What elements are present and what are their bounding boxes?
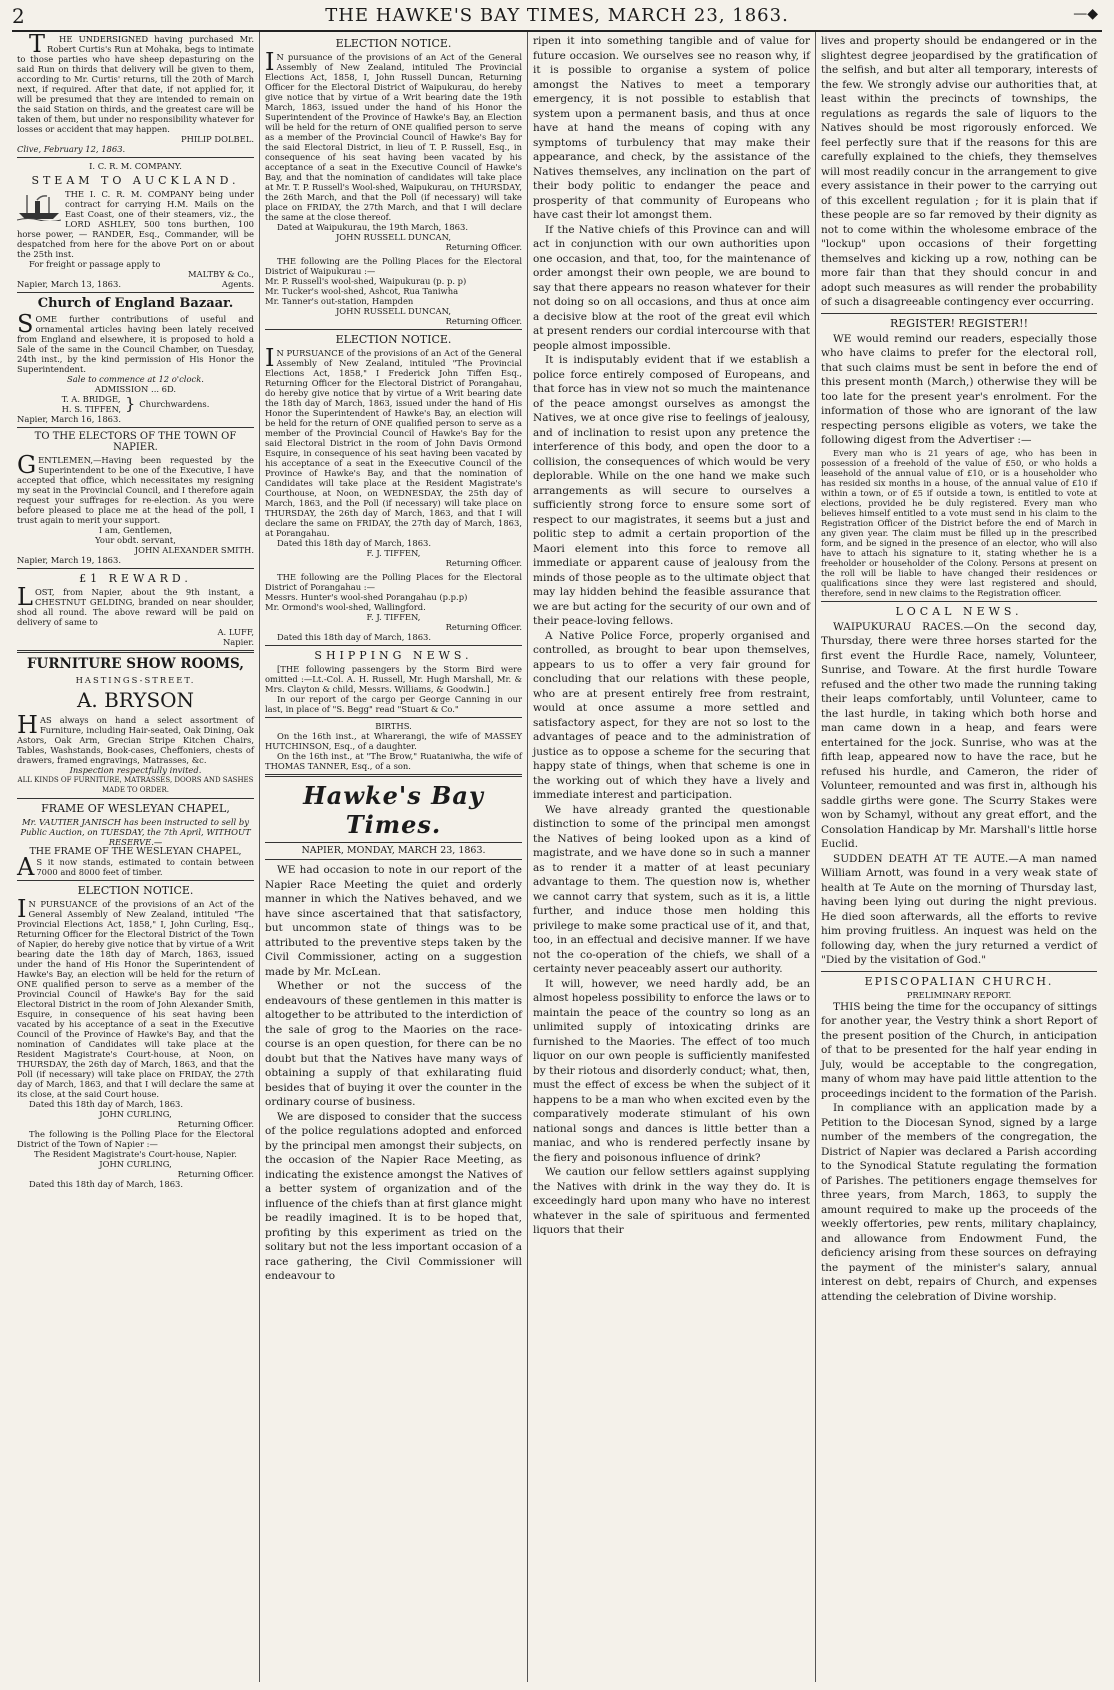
divider (265, 774, 522, 777)
electors-closing-2: Your obdt. servant, (95, 535, 176, 545)
election-office: Returning Officer. (177, 1119, 254, 1129)
divider (17, 292, 254, 293)
election-signature-2: JOHN CURLING, (99, 1159, 172, 1169)
wardens-names (62, 394, 121, 414)
divider (821, 601, 1097, 602)
article-continued: lives and property should be endangered or in the slightest degree jeopardised by the gratification of the selfish, and but alter all temporary, interests of the few. We strongly advise our authorities that, at least within the precincts of townships, the regulations as regards the sale of liquors to the Natives should be most rigorously enforced. We feel perfectly sure that if the reasons for this are carefully explained to the chiefs, they themselves will most readily concur in the arrangement to give every assistance in their power to the carrying out of this excellent regulation ; for it is plain that if these people are so far removed by their dignity as not to come within the wholesome embrace of the "lockup" upon occasions of their forgetting themselves and kicking up a row, nothing can be more fair than that they should concur in and adopt such measures as will render the probability of such a disagreeable contingency ever occurring. (821, 35, 1097, 308)
births-heading: BIRTHS. (375, 721, 412, 731)
chapel-body: AS it now stands, estimated to contain between 7000 and 8000 feet of timber. (17, 853, 254, 881)
dolbel-signature: PHILIP DOLBEL. (180, 134, 254, 144)
page-title: THE HAWKE'S BAY TIMES, MARCH 23, 1863. (325, 4, 789, 26)
corner-mark-icon: —◆ (1073, 6, 1098, 22)
election-1-office-2: Returning Officer. (445, 316, 522, 326)
furniture-body: HAS always on hand a select assortment of Furniture, including Hair-seated, Oak Dining, Oak Astors, Oak Arm, Grecian Stripe Kitchen Chairs, Tables, Washstands, Book-cases, Cheffoniers, chests of drawers, framed engravings, Matrasses, &c. (17, 711, 254, 765)
icrm-footer (17, 279, 254, 289)
election-1-place-2: Mr. Tucker's wool-shed, Ashcot, Rua Taniwha (265, 286, 459, 296)
election-office-2: Returning Officer. (177, 1169, 254, 1179)
electors-heading: TO THE ELECTORS OF THE TOWN OF NAPIER. (34, 431, 237, 453)
election-2-dated: Dated this 18th day of March, 1863. (277, 538, 432, 548)
article-p7: We caution our fellow settlers against supplying the Natives with drink in the way they do. It is exceedingly hard upon many who have no interest whatever in the sale of spirituous and fermented liquors that their (533, 1166, 810, 1236)
columns (12, 32, 1102, 1682)
bazaar-admission: ADMISSION ... 6D. (94, 384, 177, 394)
steamship-icon (17, 191, 61, 221)
icrm-freight: For freight or passage apply to (29, 259, 161, 269)
election-signature: JOHN CURLING, (99, 1109, 172, 1119)
election-2-place-2: Mr. Ormond's wool-shed, Wallingford. (265, 602, 426, 612)
shipping-heading: SHIPPING NEWS. (314, 649, 473, 662)
chapel-heading: FRAME OF WESLEYAN CHAPEL, (41, 802, 230, 815)
column-1 (12, 32, 260, 1682)
dolbel-place-date: Clive, February 12, 1863. (17, 144, 126, 154)
editorial-p1: WE had occasion to note in our report of the Napier Race Meeting the quiet and orderly manner in which the Natives behaved, and we have since ascertained that that satisfactory, but uncommon state of things was to be attributed to the preventive steps taken by the Civil Commissioner, acting on a suggestion made by Mr. McLean. (265, 864, 522, 978)
election-dated: Dated this 18th day of March, 1863. (29, 1099, 184, 1109)
article-p1: ripen it into something tangible and of value for future occasion. We ourselves see no reason why, if it is possible to organise a system of police amongst the Natives to meet a temporary emergency, it is not possible to establish that system upon a permanent basis, and thus at once have at hand the means of coping with any symptoms of turbulency that may make their appearance, and check, by the assistance of the Natives themselves, any inclination on the part of their body politic to endanger the peace and prosperity of that community of Europeans who have cast their lot amongst them. (533, 35, 810, 221)
column-3 (528, 32, 816, 1682)
episcopalian-heading: EPISCOPALIAN CHURCH. (864, 974, 1054, 988)
electors-body: GENTLEMEN,—Having been requested by the Superintendent to be one of the Executive, I have accepted that office, which necessitates my resigning my seat in the Provincial Council, and I therefore again request your suffrages for re-election. As you were before pleased to place me at the head of the poll, I trust again to merit your support. (17, 451, 254, 525)
election-2-office: Returning Officer. (445, 558, 522, 568)
dolbel-notice-body: THE UNDERSIGNED having purchased Mr. Robert Curtis's Run at Mohaka, begs to intimate to those parties who have sheep depasturing on the said Run on thirds that delivery will be given to them, according to Mr. Curtis' returns, till the 20th of March next, if required. After that date, if not applied for, it will be presumed that they are intended to remain on the said Station on thirds, and the greatest care will be taken of them, but under no responsibility whatever for losses or accident that may happen. (17, 32, 254, 134)
register-digest: Every man who is 21 years of age, who has been in possession of a freehold of the value of £50, or who holds a leasehold of the annual value of £10, or is a householder who has resided six months in a house, of the annual value of £10 if within a town, or of £5 if outside a town, is entitled to vote at elections, provided he be duly registered. Every man who believes himself entitled to a vote must send in his claim to the Registration Officer of the District before the end of March in any given year. The claim must be filled up in the prescribed form, and be signed in the presence of an elector, who will also have to attach his signature to it, stating whether he is a freeholder or householder of the Colony. Persons at present on the roll will be liable to have changed their residences or qualifications since they were last registered and should, therefore, send in new claims to the Registration officer. (821, 447, 1097, 598)
article-p5: We have already granted the questionable distinction to some of the principal men amongst the Natives of being looked upon as a kind of magistrate, and we have done so in such a manner as to render it a matter of at least pecuniary advantage to them. The question now is, whether we cannot carry that system, such as it is, a little further, and induce those men holding this privilege to make some practical use of it, and that, too, in an effectual and decisive manner. If we have not the co-operation of the chiefs, we shall of a certainty never peaceably assert our authority. (533, 803, 810, 975)
election-2-dated-2: Dated this 18th day of March, 1863. (277, 632, 432, 642)
divider (265, 329, 522, 330)
election-2-signature-2: F. J. TIFFEN, (366, 612, 421, 622)
election-2-office-2: Returning Officer. (445, 622, 522, 632)
icrm-company: I. C. R. M. COMPANY. (89, 161, 182, 171)
election-dated-2: Dated this 18th day of March, 1863. (29, 1179, 184, 1189)
election-heading: ELECTION NOTICE. (77, 884, 194, 897)
dateline: NAPIER, MONDAY, MARCH 23, 1863. (301, 845, 486, 856)
divider (17, 157, 254, 158)
article-p6: It will, however, we need hardly add, be an almost hopeless possibility to enforce the laws or to maintain the peace of the country so long as an unlimited supply of intoxicating drinks are furnished to the Maories. The effect of too much liquor on our own people is sufficiently manifested by their riotous and disorderly conduct; what, then, must the effect of excess be when the subject of it happens to be a man who when excited even by the comparatively moderate stimulant of his own national songs and dances is little better than a maniac, and who is rendered perfectly insane by the fiery and poisonous influence of drink? (533, 977, 810, 1164)
election-1-place-3: Mr. Tanner's out-station, Hampden (265, 296, 414, 306)
warden-1: T. A. BRIDGE, (61, 394, 121, 404)
bazaar-wardens (17, 394, 254, 414)
page-number: 2 (12, 4, 25, 28)
local-death: SUDDEN DEATH AT TE AUTE.—A man named William Arnott, was found in a very weak state of health at Te Aute on the morning of Thursday last, having been lying out during the night previous. He died soon afterwards, all the efforts to revive him proving fruitless. An inquest was held on the following day, when the jury returned a verdict of "Died by the visitation of God." (821, 852, 1097, 966)
bazaar-place-date: Napier, March 16, 1863. (17, 414, 121, 424)
local-races: WAIPUKURAU RACES.—On the second day, Thursday, there were three horses started for the first event the Hurdle Race, namely, Volunteer, Sunrise, and Toware. At the first hurdle Toware refused and the other two made the running taking their leaps comfortably, until Volunteer, came to the last hurdle, in taking which both horse and man came down in a heap, and fears were entertained for the jock. Sunrise, who was at the fifth leap, appeared now to have the race, but he refused his hurdle, and Cameron, the rider of Volunteer, remounted and was first in, although his saddle girths were gone. The Scurry Stakes were won by Schamyl, without any great effort, and the Consolation Handicap by Mr. Marshall's little horse Euclid. (821, 620, 1097, 850)
election-1-place-1: Mr. P. Russell's wool-shed, Waipukurau (p. p. p) (265, 276, 467, 286)
election-2-polling: THE following are the Polling Places for the Electoral District of Porangahau :— (265, 572, 522, 592)
bazaar-body: SOME further contributions of useful and ornamental articles having been lately received from England and elsewhere, it is proposed to hold a Sale of the same in the Council Chamber, on Tuesday, 24th inst., by the kind permission of His Honor the Superintendent. (17, 310, 254, 374)
election-body: IN PURSUANCE of the provisions of an Act of the General Assembly of New Zealand, intituled "The Provincial Elections Act, 1858," I, John Curling, Esq., Returning Officer for the Electoral District of the Town of Napier, do hereby give notice that by virtue of a Writ bearing date the 18th day of March, 1863, issued under the hand of His Honor the Superintendent of Hawke's Bay, an election will be held for the return of ONE qualified person to serve as a member of the Provincial Council of Hawke's Bay for the said Electoral District in the room of John Alexander Smith, Esquire, in consequence of his seat having been vacated by his acceptance of a seat in the Executive Council of the Province of Hawke's Bay, and that the nomination of Candidates will take place at the Resident Magistrate's Court-house, at Noon, on THURSDAY, the 26th day of March, 1863, and that the Poll (if necessary) will take place on FRIDAY, the 27th day of March, 1863, and that I will declare the same at its close, at the said Court house. (17, 895, 254, 1099)
icrm-body: THE I. C. R. M. COMPANY being under contract for carrying H.M. Mails on the East Coast, one of their steamers, viz., the LORD ASHLEY, 500 tons burthen, 100 horse power, — RANDER, Esq., Commander, will be despatched from here for the above Port on or about the 25th inst. (17, 189, 254, 259)
divider (821, 313, 1097, 314)
divider (265, 645, 522, 646)
furniture-heading: FURNITURE SHOW ROOMS, (26, 656, 245, 672)
shipping-p2: In our report of the cargo per George Canning in our last, in place of "S. Begg" read "Stuart & Co." (265, 694, 522, 714)
article-p4: A Native Police Force, properly organised and controlled, as brought to bear upon themselves, appears to us to offer a very fair ground for concluding that our relations with these people, who are at present entirely free from restraint, would at once assume a more settled and satisfactory aspect, for they are not so lost to the advantages of peace and to the administration of justice as to oppose a scheme for the securing that happy state of things, when that scheme is one in the working out of which they have a lively and immediate interest and participation. (533, 629, 810, 801)
column-2 (260, 32, 528, 1682)
electors-signature: JOHN ALEXANDER SMITH. (134, 545, 254, 555)
warden-2: H. S. TIFFEN, (61, 404, 122, 414)
divider (17, 650, 254, 653)
wardens-label: Churchwardens. (139, 399, 210, 409)
election-2-body: IN PURSUANCE of the provisions of an Act of the General Assembly of New Zealand, intituled "The Provincial Elections Act, 1858," I Frederick John Tiffen Esq., Returning Officer for the Electoral District of Porangahau, do hereby give notice that by virtue of a Writ bearing date the 18th day of March, 1863, issued under the hand of His Honor the Superintendent of Hawke's Bay, an election will be held for the return of ONE qualified person to serve as a member of the Provincial Council of Hawke's Bay for the said Electoral District in the room of John Davis Ormond Esquire, in consequence of his seat having been vacated by his acceptance of a seat in the Exeecutive Council of the Province of Hawke's Bay, and that the nomination of Candidates will take place at the Resident Magistrate's Courthouse, at Noon, on WEDNESDAY, the 25th day of March, 1863, and the Poll (if necessary) will take place on THURSDAY, the 26th day of March, 1863, and that I will declare the same on FRIDAY, the 27th day of March, 1863, at Porangahau. (265, 344, 522, 538)
election-1-office: Returning Officer. (445, 242, 522, 252)
furniture-footer: ALL KINDS OF FURNITURE, MATRASSES, DOORS AND SASHES MADE TO ORDER. (17, 776, 254, 794)
divider (265, 717, 522, 718)
chapel-instruct: Mr. VAUTIER JANISCH has been instructed to sell by Public Auction, on TUESDAY, the 7th April, WITHOUT RESERVE.— (20, 817, 251, 847)
electors-place-date: Napier, March 19, 1863. (17, 555, 121, 565)
icrm-place-date: Napier, March 13, 1863. (17, 279, 121, 289)
icrm-heading: STEAM TO AUCKLAND. (31, 174, 240, 187)
election-1-heading: ELECTION NOTICE. (335, 37, 452, 50)
election-1-dated: Dated at Waipukurau, the 19th March, 1863. (277, 222, 468, 232)
editorial-p2: Whether or not the success of the endeavours of these gentlemen in this matter is altogether to be attributed to the interdiction of the sale of grog to the Maories on the race-course is an open question, for there can be no doubt but that the Natives have many ways of obtaining a supply of that exhilarating fluid besides that of buying it over the counter in the ordinary course of business. (265, 980, 522, 1108)
episcopalian-p2: In compliance with an application made by a Petition to the Diocesan Synod, signed by a large number of the members of the congregation, the District of Napier was declared a Parish according to the Synodical Statute regulating the formation of Parishes. The petitioners engage themselves for three years, from March, 1863, to supply the amount required to make up the proceeds of the weekly offertories, pew rents, military chaplaincy, and allowance from Endowment Fund, the deficiency arising from these sources on defraying the payment of the minister's salary, annual interest on debt, repairs of Church, and expenses attending the celebration of Divine worship. (821, 1102, 1097, 1303)
reward-heading: £1 REWARD. (79, 572, 192, 585)
chapel-subhead: THE FRAME OF THE WESLEYAN CHAPEL, (29, 846, 242, 857)
episcopalian-p1: THIS being the time for the occupancy of sittings for another year, the Vestry think a short Report of the present position of the Church, in anticipation of that to be presented for the half year ending in July, would be acceptable to the congregation, many of whom may have paid little attention to the proceedings incident to the formation of the Parish. (821, 1000, 1097, 1100)
election-1-signature-2: JOHN RUSSELL DUNCAN, (335, 306, 452, 316)
electors-closing-1: I am, Gentlemen, (98, 525, 173, 535)
reward-place: Napier. (222, 637, 254, 647)
reward-body: LOST, from Napier, about the 9th instant, a CHESTNUT GELDING, branded on near shoulder, shod all round. The above reward will be paid on delivery of same to (17, 583, 254, 627)
furniture-street: HASTINGS-STREET. (75, 675, 196, 685)
election-2-signature: F. J. TIFFEN, (366, 548, 421, 558)
furniture-invite: Inspection respectfully invited. (69, 765, 202, 775)
episcopalian-subhead: PRELIMINARY REPORT. (906, 989, 1012, 1000)
election-polling: The following is the Polling Place for the Electoral District of the Town of Napier :— (17, 1129, 254, 1149)
election-2-place-1: Messrs. Hunter's wool-shed Porangahau (p.p.p) (265, 592, 468, 602)
election-1-polling: THE following are the Polling Places for the Electoral District of Waipukurau :— (265, 256, 522, 276)
divider (265, 842, 522, 843)
election-2-heading: ELECTION NOTICE. (335, 333, 452, 346)
divider (17, 427, 254, 428)
bazaar-sale-time: Sale to commence at 12 o'clock. (67, 374, 204, 384)
election-place: The Resident Magistrate's Court-house, Napier. (34, 1149, 237, 1159)
election-1-signature: JOHN RUSSELL DUNCAN, (335, 232, 452, 242)
column-4 (816, 32, 1102, 1682)
divider (17, 568, 254, 569)
bazaar-heading: Church of England Bazaar. (37, 296, 234, 311)
local-news-heading: LOCAL NEWS. (895, 604, 1023, 618)
divider (17, 880, 254, 881)
page-header (12, 0, 1102, 32)
divider (821, 971, 1097, 972)
register-heading: REGISTER! REGISTER!! (889, 316, 1028, 330)
newspaper-nameplate: Hawke's Bay Times. (303, 781, 484, 839)
reward-signature: A. LUFF, (217, 627, 254, 637)
election-1-body: IN pursuance of the provisions of an Act of the General Assembly of New Zealand, intituled The Provincial Elections Act, 1858, I, John Russell Duncan, Returning Officer for the Electoral District of Waipukurau, do hereby give notice that by virtue of a Writ bearing date the 19th March, 1863, issued under the hand of his Honor the Superintendent of the Province of Hawke's Bay, an Election will be held for the return of ONE qualified person to serve as a member of the Provincial Council of Hawke's Bay for the said Electoral District, in lieu of T. P. Russell, Esq., in consequence of his seat having been vacated by his acceptance of a seat in the Executive Council of Hawke's Bay, and that the nomination of candidates will take place at Mr. T. P. Russell's Wool-shed, Waipukurau, on THURSDAY, the 26th March, and that the Poll (if necessary) will take place on FRIDAY, the 27th March, and that I will declare the same at the close thereof. (265, 48, 522, 222)
shipping-p1: [THE following passengers by the Storm Bird were omitted :—Lt.-Col. A. H. Russell, Mr. Hugh Marshall, Mr. & Mrs. Clayton & child, Messrs. Williams, & Goodwin.] (265, 664, 522, 694)
furniture-name: A. BRYSON (76, 688, 195, 712)
icrm-agents-label: Agents. (221, 279, 254, 289)
editorial-p3: We are disposed to consider that the success of the police regulations adopted and enforced by the principal men amongst their subjects, on the occasion of the Napier Race Meeting, as indicating the existence amongst the Natives of a better system of organization and of the influence of the chiefs than at first glance might be readily imagined. It is to be hoped that, profiting by this experiment as tried on the solitary but not the less important occasion of a race gathering, the Civil Commissioner will endeavour to (265, 1110, 522, 1282)
article-p2: If the Native chiefs of this Province can and will act in conjunction with our own authorities upon one occasion, and that, too, for the maintenance of order amongst their own people, we are bound to say that there appears no reason whatever for their not doing so on all occasions, and thus at once aim a decisive blow at the root of the great evil which at present renders our cordial intercourse with that people almost impossible. (533, 223, 810, 352)
divider (265, 859, 522, 860)
birth-1: On the 16th inst., at Wharerangi, the wife of MASSEY HUTCHINSON, Esq., of a daughter. (265, 731, 522, 751)
icrm-agent: MALTBY & Co., (187, 269, 254, 279)
birth-2: On the 16th inst., at "The Brow," Ruataniwha, the wife of THOMAS TANNER, Esq., of a son. (265, 751, 522, 771)
register-body: WE would remind our readers, especially those who have claims to prefer for the electoral roll, that such claims must be sent in before the end of this present month (March,) otherwise they will be too late for the present year's enrolment. For the information of those who are ignorant of the law respecting persons eligible as voters, we take the following digest from the Advertiser :— (821, 332, 1097, 446)
divider (17, 798, 254, 799)
brace-icon: } (125, 394, 136, 413)
article-p3: It is indisputably evident that if we establish a police force entirely composed of Europeans, and that force has in view not so much the maintenance of the peace amongst ourselves as amongst the Natives, we at once give rise to feelings of jealousy, and of inclination to resist upon any pretence the interference of this body, and open the door to a collision, the consequences of which would be very deplorable. While on the one hand we make such arrangements as will secure to ourselves a sufficiently strong force to ensure some sort of respect to our magistrates, it seems but a just and politic step to admit a certain proportion of the Maori element into this force to remove all immediate or apparent cause of jealousy from the minds of those people as to the ultimate object that may lay hidden behind the feasible assurance that we are but acting for the security of our own and of their peace-loving fellows. (533, 354, 810, 627)
